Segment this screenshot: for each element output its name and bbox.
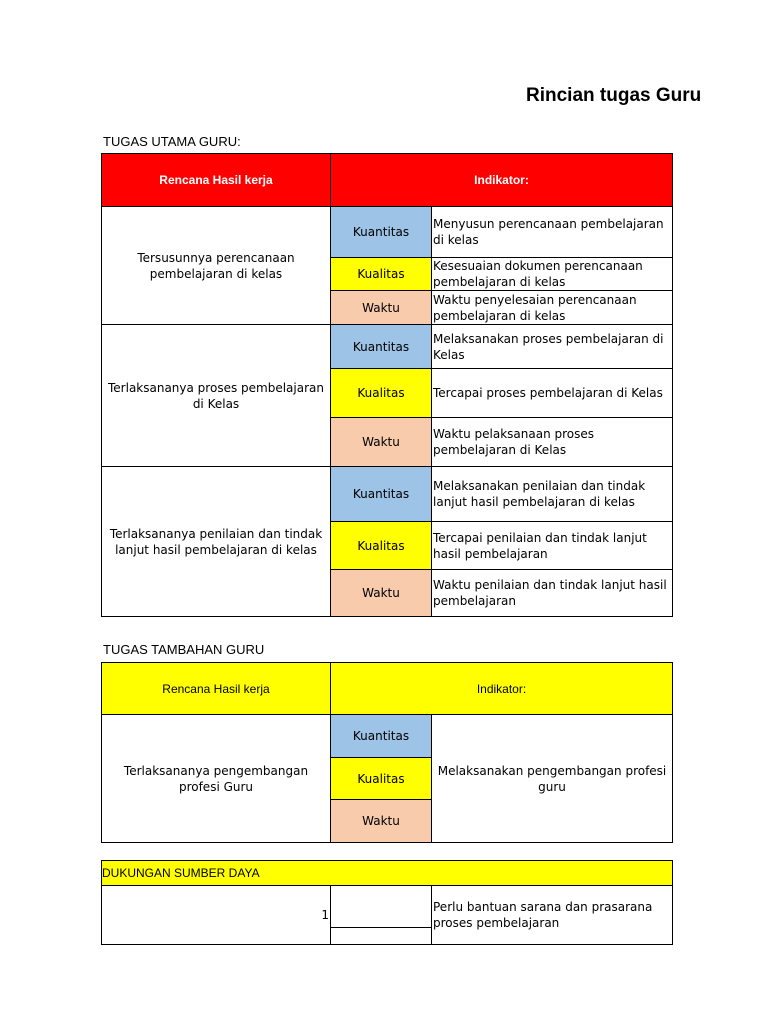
result-cell: Terlaksananya proses pembelajaran di Kelas (102, 325, 331, 467)
page-title: Rincian tugas Guru (526, 85, 702, 106)
indicator-cell: Melaksanakan penilaian dan tindak lanjut hasil pembelajaran di kelas (432, 467, 673, 522)
support-table (101, 860, 673, 945)
indicator-cell: Waktu penyelesaian perencanaan pembelajaran di kelas (432, 291, 673, 325)
result-cell: Terlaksananya penilaian dan tindak lanjut hasil pembelajaran di kelas (102, 467, 331, 617)
type-kuantitas: Kuantitas (331, 207, 432, 258)
type-kualitas: Kualitas (331, 758, 432, 800)
row-number: 1 (102, 886, 331, 945)
main-tasks-table (101, 153, 673, 617)
indicator-cell: Waktu penilaian dan tindak lanjut hasil pembelajaran (432, 570, 673, 617)
indicator-header: Indikator: (331, 663, 673, 715)
table-row (102, 886, 673, 945)
result-header: Rencana Hasil kerja (102, 663, 331, 715)
table-row (102, 207, 673, 258)
type-kualitas: Kualitas (331, 258, 432, 291)
table-row (102, 715, 673, 758)
indicator-cell: Menyusun perencanaan pembelajaran di kelas (432, 207, 673, 258)
result-cell: Terlaksananya pengembangan profesi Guru (102, 715, 331, 843)
table-row (102, 467, 673, 522)
type-waktu: Waktu (331, 291, 432, 325)
type-waktu: Waktu (331, 570, 432, 617)
indicator-cell: Tercapai penilaian dan tindak lanjut hasil pembelajaran (432, 522, 673, 570)
empty-cell (331, 886, 432, 945)
type-kuantitas: Kuantitas (331, 325, 432, 369)
type-kualitas: Kualitas (331, 369, 432, 418)
type-waktu: Waktu (331, 418, 432, 467)
table-row (102, 325, 673, 369)
indicator-cell: Waktu pelaksanaan proses pembelajaran di Kelas (432, 418, 673, 467)
type-kualitas: Kualitas (331, 522, 432, 570)
indicator-cell: Tercapai proses pembelajaran di Kelas (432, 369, 673, 418)
result-cell: Tersusunnya perencanaan pembelajaran di kelas (102, 207, 331, 325)
additional-tasks-label: TUGAS TAMBAHAN GURU (103, 642, 265, 657)
indicator-cell: Kesesuaian dokumen perencanaan pembelajaran di kelas (432, 258, 673, 291)
indicator-header: Indikator: (331, 154, 673, 207)
support-header: DUKUNGAN SUMBER DAYA (102, 861, 673, 886)
support-text: Perlu bantuan sarana dan prasarana proses pembelajaran (432, 886, 673, 945)
type-kuantitas: Kuantitas (331, 467, 432, 522)
type-waktu: Waktu (331, 800, 432, 843)
indicator-cell: Melaksanakan proses pembelajaran di Kelas (432, 325, 673, 369)
result-header: Rencana Hasil kerja (102, 154, 331, 207)
main-tasks-label: TUGAS UTAMA GURU: (103, 134, 241, 149)
type-kuantitas: Kuantitas (331, 715, 432, 758)
additional-tasks-table (101, 662, 673, 843)
indicator-cell: Melaksanakan pengembangan profesi guru (432, 715, 673, 843)
cell-divider (331, 927, 431, 928)
